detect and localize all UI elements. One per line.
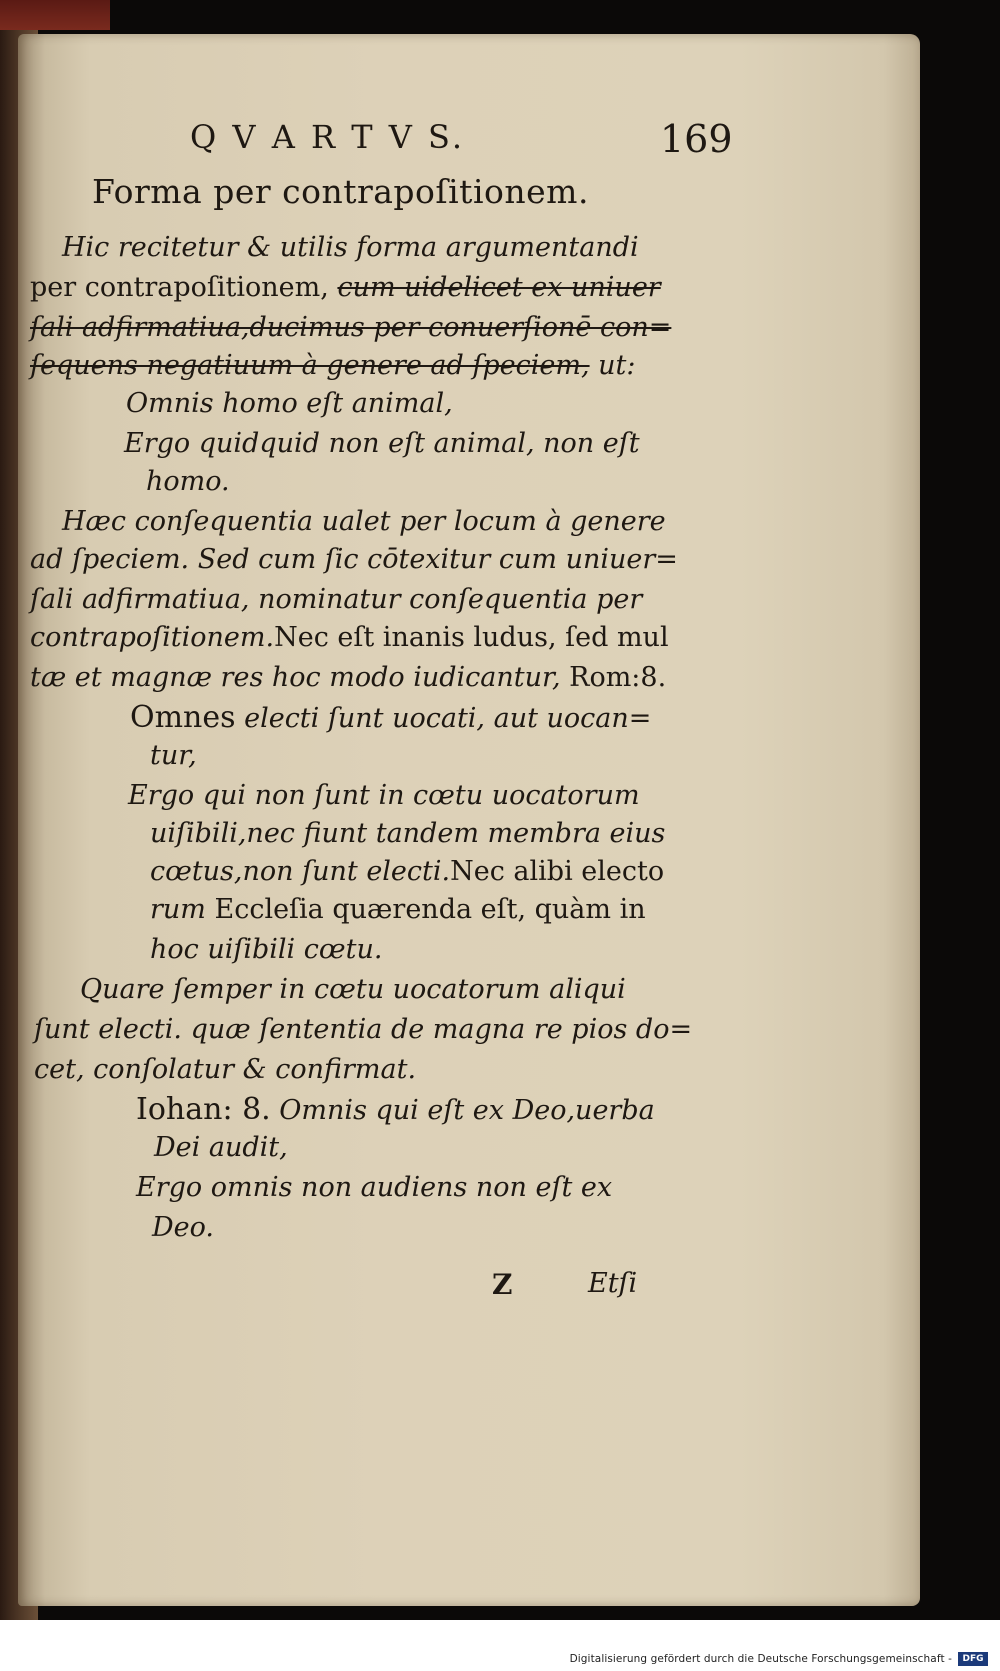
- text-line: Ergo quidquid non eſt animal, non eſt: [124, 428, 640, 459]
- text-line: Ergo qui non ſunt in cœtu uocatorum: [128, 780, 640, 811]
- text-italic: tæ et magnæ res hoc modo iudicantur,: [30, 662, 561, 693]
- digitization-credit: Digitalisierung gefördert durch die Deutsche Forschungsgemeinschaft -: [569, 1653, 952, 1665]
- text-italic: contrapoſitionem.: [30, 622, 275, 653]
- text-roman: Nec alibi electo: [450, 856, 665, 887]
- text-line: ſali adfirmatiua, nominatur conſequentia per: [30, 584, 643, 615]
- text-roman: per contrapoſitionem,: [30, 272, 329, 303]
- text-line: [150, 894, 646, 925]
- text-line: Hæc conſequentia ualet per locum à genere: [62, 506, 666, 537]
- text-line: Deo.: [152, 1212, 214, 1243]
- text-line: Ergo omnis non audiens non eſt ex: [136, 1172, 613, 1203]
- struck-text: ſequens negatiuum à genere ad ſpeciem,: [30, 350, 590, 381]
- page-number: 169: [660, 117, 733, 161]
- text-italic: cœtus,non ſunt electi.: [150, 856, 451, 887]
- text-roman: Nec eſt inanis ludus, ſed mul: [274, 622, 669, 653]
- text-italic: electi ſunt uocati, aut uocan=: [235, 703, 652, 734]
- running-head: Q V A R T V S.: [190, 118, 465, 156]
- struck-text: cum uidelicet ex uniuer: [337, 272, 661, 303]
- text-line: [30, 662, 666, 693]
- text-line: Hic recitetur & utilis forma argumentandi: [62, 232, 639, 263]
- book-cover-top: [0, 0, 110, 30]
- text-line: cet, conſolatur & confirmat.: [34, 1054, 417, 1085]
- text-line: [30, 272, 661, 303]
- text-line: ad ſpeciem. Sed cum ſic cōtexitur cum uniuer=: [30, 544, 678, 575]
- text-line: [130, 700, 651, 735]
- text-line: Dei audit,: [154, 1132, 288, 1163]
- text-line: Quare ſemper in cœtu uocatorum aliqui: [80, 974, 626, 1005]
- text-roman: Iohan: 8.: [136, 1092, 271, 1127]
- text-italic: ut:: [589, 350, 636, 381]
- text-line: homo.: [146, 466, 230, 497]
- text-roman: Omnes: [130, 700, 236, 735]
- text-roman: Eccleſia quærenda eſt, quàm in: [205, 894, 646, 925]
- signature-mark: Z: [492, 1268, 513, 1301]
- text-line: ſunt electi. quæ ſententia de magna re pios do=: [34, 1014, 693, 1045]
- text-line: uiſibili,nec fiunt tandem membra eius: [150, 818, 666, 849]
- text-line: [136, 1092, 655, 1127]
- dfg-logo: DFG: [958, 1652, 988, 1666]
- text-line: [30, 622, 669, 653]
- text-line: [30, 350, 636, 381]
- struck-text-line: ſali adfirmatiua,ducimus per conuerſionē con=: [30, 312, 672, 343]
- text-line: Omnis homo eſt animal,: [126, 388, 453, 419]
- catchword: Etſi: [588, 1268, 638, 1299]
- text-italic: rum: [150, 894, 206, 925]
- section-heading: Forma per contrapoſitionem.: [92, 172, 589, 211]
- text-line: hoc uiſibili cœtu.: [150, 934, 383, 965]
- text-roman: Rom:8.: [560, 662, 667, 693]
- text-italic: Omnis qui eſt ex Deo,uerba: [270, 1095, 655, 1126]
- text-line: tur,: [150, 740, 197, 771]
- text-line: [150, 856, 664, 887]
